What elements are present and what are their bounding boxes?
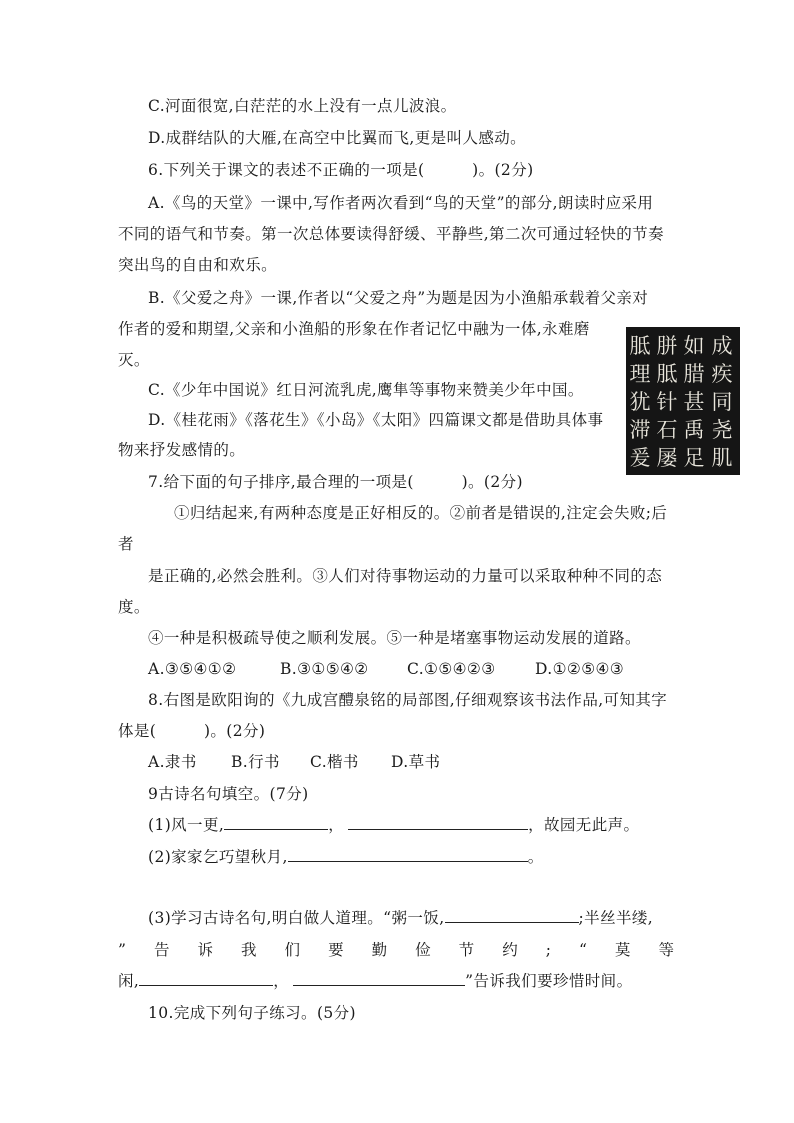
poem-3-line3-separator: ， [273, 972, 290, 990]
calligraphy-char: 爰 [629, 446, 651, 470]
calligraphy-char: 同 [711, 390, 733, 414]
spread-char: ; [545, 941, 551, 959]
calligraphy-char: 针 [656, 390, 678, 414]
question-7-sentences-4: 度。 [118, 598, 150, 616]
calligraphy-char: 滞 [629, 418, 651, 442]
calligraphy-char: 禹 [683, 418, 705, 442]
question-6-option-b-3: 灭。 [118, 351, 150, 369]
poem-1-separator: ， [328, 816, 345, 834]
question-7-option-b: B.③①⑤④② [280, 660, 369, 678]
fill-blank[interactable] [293, 971, 465, 986]
question-6-option-c: C.《少年中国说》红日河流乳虎,鹰隼等事物来赞美少年中国。 [148, 381, 584, 399]
question-8-option-d: D.草书 [391, 753, 441, 771]
calligraphy-char: 理 [629, 362, 651, 386]
spread-char: 要 [328, 941, 344, 959]
spread-char: 诉 [197, 941, 213, 959]
spread-char: 莫 [614, 941, 631, 959]
calligraphy-char: 胝 [656, 362, 678, 386]
calligraphy-char: 胼 [656, 334, 678, 358]
calligraphy-char: 犹 [629, 390, 651, 414]
question-9-part-2 [148, 847, 544, 867]
calligraphy-char: 甚 [683, 390, 705, 414]
question-7-option-c: C.①⑤④②③ [407, 660, 496, 678]
spread-char: ” [118, 941, 126, 959]
question-7-option-d: D.①②⑤④③ [535, 660, 625, 678]
poem-1-suffix: ，故园无此声。 [528, 816, 640, 834]
spread-char: 我 [241, 941, 257, 959]
question-9-part-3-line-2 [118, 940, 674, 960]
spread-char: 告 [153, 941, 170, 959]
question-8-option-b: B.行书 [231, 753, 280, 771]
question-7-sentences-2: 者 [118, 535, 134, 553]
question-7-sentences-3: 是正确的,必然会胜利。③人们对待事物运动的力量可以采取种种不同的态 [148, 567, 663, 585]
poem-3-prefix: (3)学习古诗名句,明白做人道理。“粥一饭, [148, 909, 445, 927]
poem-2-prefix: (2)家家乞巧望秋月, [148, 848, 288, 866]
calligraphy-char: 屡 [656, 446, 678, 470]
question-6-option-a-1: A.《鸟的天堂》一课中,写作者两次看到“鸟的天堂”的部分,朗读时应采用 [148, 194, 654, 212]
question-8-option-a: A.隶书 [148, 753, 197, 771]
fill-blank[interactable] [348, 815, 528, 830]
fill-blank[interactable] [445, 908, 579, 923]
question-6-option-b-1: B.《父爱之舟》一课,作者以“父爱之舟”为题是因为小渔船承载着父亲对 [148, 289, 649, 307]
spread-char: 俭 [415, 941, 431, 959]
spread-char: 约 [502, 941, 518, 959]
spread-char: 节 [458, 941, 475, 959]
poem-3-line3-prefix: 闲, [118, 972, 140, 990]
question-7: 7.给下面的句子排序,最合理的一项是( )。(2分) [148, 473, 523, 491]
question-6: 6.下列关于课文的表述不正确的一项是( )。(2分) [148, 161, 534, 179]
question-7-sentences-5: ④一种是积极疏导使之顺利发展。⑤一种是堵塞事物运动发展的道路。 [148, 629, 641, 647]
calligraphy-char: 肌 [711, 446, 733, 470]
line-option-5d: D.成群结队的大雁,在高空中比翼而飞,更是叫人感动。 [148, 129, 527, 147]
question-10: 10.完成下列句子练习。(5分) [148, 1004, 357, 1022]
calligraphy-char: 如 [683, 334, 705, 358]
poem-3-middle: ;半丝半缕, [578, 909, 654, 927]
question-9: 9古诗名句填空。(7分) [148, 785, 309, 803]
question-7-sentences-1: ①归结起来,有两种态度是正好相反的。②前者是错误的,注定会失败;后 [174, 504, 668, 522]
poem-2-suffix: 。 [527, 848, 544, 866]
calligraphy-char: 胝 [629, 334, 651, 358]
spread-char: 们 [284, 941, 301, 959]
calligraphy-char: 疾 [711, 362, 733, 386]
fill-blank[interactable] [139, 971, 273, 986]
question-8-option-c: C.楷书 [310, 753, 359, 771]
poem-1-prefix: (1)风一更, [148, 816, 225, 834]
calligraphy-char: 成 [711, 334, 733, 358]
spread-char: 勤 [371, 941, 388, 959]
question-9-part-3 [148, 908, 653, 928]
question-8-1: 8.右图是欧阳询的《九成宫醴泉铭的局部图,仔细观察该书法作品,可知其字 [148, 691, 668, 709]
question-6-option-d-2: 物来抒发感情的。 [118, 441, 246, 459]
calligraphy-char: 石 [656, 418, 678, 442]
question-6-option-a-2: 不同的语气和节奏。第一次总体要读得舒缓、平静些,第二次可通过轻快的节奏 [118, 225, 664, 243]
question-8-2: 体是( )。(2分) [118, 722, 266, 740]
fill-blank[interactable] [288, 847, 528, 862]
question-6-option-a-3: 突出鸟的自由和欢乐。 [118, 256, 278, 274]
poem-3-line3-suffix: ”告诉我们要珍惜时间。 [465, 972, 633, 990]
calligraphy-char: 腊 [683, 362, 705, 386]
question-6-option-b-2: 作者的爱和期望,父亲和小渔船的形象在作者记忆中融为一体,永难磨 [118, 320, 590, 338]
calligraphy-image [626, 327, 740, 475]
calligraphy-char: 足 [683, 446, 705, 470]
question-7-option-a: A.③⑤④①② [148, 660, 237, 678]
fill-blank[interactable] [224, 815, 328, 830]
question-6-option-d-1: D.《桂花雨》《落花生》《小岛》《太阳》四篇课文都是借助具体事 [148, 411, 604, 429]
spread-char: 等 [658, 941, 674, 959]
calligraphy-char: 尧 [711, 418, 733, 442]
question-9-part-1 [148, 815, 639, 835]
line-option-5c: C.河面很宽,白茫茫的水上没有一点儿波浪。 [148, 97, 457, 115]
spread-char: “ [578, 941, 587, 959]
question-9-part-3-line-3 [118, 971, 632, 991]
